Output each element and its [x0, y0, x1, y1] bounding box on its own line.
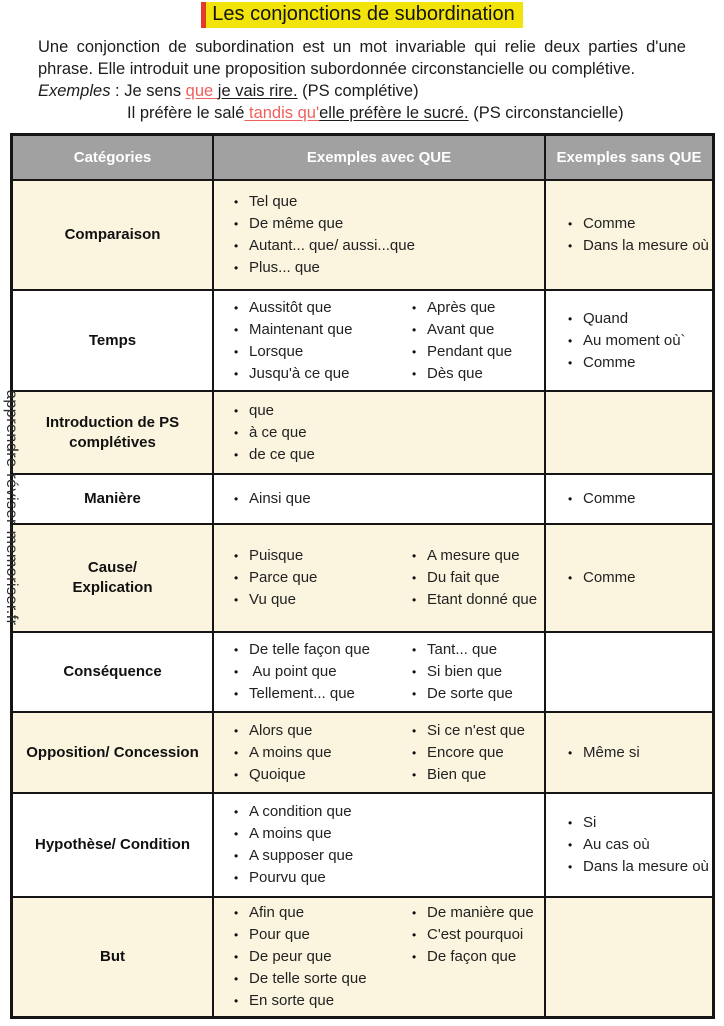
bullet-icon: • — [234, 261, 239, 275]
examples-label: Exemples — [38, 82, 111, 100]
bullet-icon: • — [234, 972, 239, 986]
bullet-icon: • — [412, 928, 417, 942]
list-item-label: A condition que — [249, 803, 352, 820]
list-item-label: Vu que — [249, 591, 296, 608]
list-item — [568, 235, 710, 257]
bullet-icon: • — [568, 217, 573, 231]
list-item — [234, 845, 540, 867]
with-que-columns — [234, 639, 540, 705]
table.rows.0.sans_que — [568, 213, 710, 257]
bullet-icon: • — [568, 838, 573, 852]
table-row — [13, 289, 712, 390]
list-item — [234, 567, 412, 589]
bullet-icon: • — [234, 593, 239, 607]
list-item-label: que — [249, 401, 275, 419]
category-label: Conséquence — [63, 663, 162, 680]
list-item — [234, 213, 540, 235]
examples-sans-que-cell — [544, 181, 712, 289]
list-item — [234, 191, 540, 213]
list-item-label: à ce que — [249, 423, 307, 441]
table.rows.2.que_col_a — [234, 400, 540, 466]
watermark-site-text: apprendre-réviser-memoriser.fr — [3, 390, 20, 626]
list-item-label: Quoique — [249, 765, 306, 783]
examples-sans-que-cell — [544, 475, 712, 523]
bullet-icon: • — [234, 928, 239, 942]
list-item-label: Dans la mesure où — [583, 858, 709, 875]
list-item — [412, 567, 540, 589]
list-item — [568, 213, 710, 235]
bullet-icon: • — [568, 860, 573, 874]
list-item-label: Tel que — [249, 193, 298, 210]
list-item-label: Comme — [583, 490, 636, 507]
bullet-icon: • — [234, 492, 239, 506]
examples-sans-que-cell — [544, 392, 712, 473]
list-item — [234, 720, 412, 742]
bullet-icon: • — [412, 723, 417, 738]
list-item — [568, 812, 710, 834]
list-item — [234, 297, 412, 319]
list-item — [568, 352, 710, 374]
table-row — [13, 390, 712, 473]
list-item — [234, 235, 540, 257]
conjunctions-table — [10, 133, 715, 1019]
list-item-label: Encore que — [427, 743, 504, 761]
bullet-icon: • — [412, 549, 417, 563]
table.rows.8.que_col_b — [412, 902, 540, 968]
list-item — [234, 639, 412, 661]
list-item-label: De peur que — [249, 948, 332, 965]
list-item — [234, 823, 540, 845]
list-item-label: de ce que — [249, 445, 315, 463]
intro-paragraph: Une conjonction de subordination est un mot invariable qui relie deux parties d'une phrase. Elle introduit une proposition subordonnée circonstancielle ou complétive. — [38, 38, 686, 78]
page — [0, 2, 724, 1026]
category-label: Manière — [84, 490, 141, 507]
table.rows.0.que_col_a — [234, 191, 540, 279]
table.rows.3.sans_que — [568, 488, 710, 510]
list-item — [412, 545, 540, 567]
category-cell — [13, 291, 212, 390]
bullet-icon: • — [412, 665, 417, 679]
example-line-1 — [38, 80, 686, 102]
list-item-label: Dans la mesure où — [583, 237, 709, 254]
bullet-icon: • — [412, 322, 417, 337]
bullet-icon: • — [234, 447, 239, 462]
bullet-icon: • — [412, 571, 417, 585]
table.rows.6.que_col_b — [412, 720, 540, 786]
list-item-label: De telle sorte que — [249, 970, 367, 987]
examples-sans-que-cell — [544, 794, 712, 896]
list-item — [234, 764, 412, 786]
category-cell — [13, 525, 212, 631]
bullet-icon: • — [234, 217, 239, 231]
bullet-icon: • — [412, 950, 417, 964]
header-cell — [544, 136, 712, 179]
with-que-columns — [234, 545, 540, 611]
example1-post: (PS complétive) — [297, 82, 419, 100]
list-item — [568, 488, 710, 510]
list-item-label: Lorsque — [249, 342, 304, 360]
list-item-label: Comme — [583, 215, 636, 232]
category-label: Temps — [88, 331, 137, 349]
with-que-columns — [234, 400, 540, 466]
list-item — [412, 639, 540, 661]
title-bar — [0, 2, 724, 28]
examples-with-que-cell — [212, 794, 544, 896]
list-item — [234, 924, 412, 946]
examples-sans-que-cell — [544, 633, 712, 711]
list-item — [234, 400, 540, 422]
table-header-row — [13, 136, 712, 179]
bullet-icon: • — [234, 871, 239, 885]
category-cell — [13, 181, 212, 289]
with-que-columns — [234, 902, 540, 1012]
bullet-icon: • — [234, 723, 239, 738]
table-row — [13, 473, 712, 523]
list-item-label: De sorte que — [427, 685, 513, 702]
bullet-icon: • — [234, 805, 239, 819]
list-item — [234, 363, 412, 385]
example1-pre: : Je sens — [110, 82, 186, 100]
header-cell-label: Exemples sans QUE — [556, 149, 702, 166]
bullet-icon: • — [234, 300, 239, 315]
bullet-icon: • — [412, 745, 417, 760]
list-item — [234, 488, 540, 510]
example2-red: tandis qu' — [244, 104, 320, 122]
list-item-label: Même si — [583, 743, 640, 761]
examples-with-que-cell — [212, 392, 544, 473]
category-cell — [13, 713, 212, 792]
list-item-label: Avant que — [427, 320, 495, 338]
list-item — [234, 341, 412, 363]
list-item-label: C'est pourquoi — [427, 926, 524, 943]
header-cell-label: Catégories — [73, 149, 152, 166]
category-cell — [13, 475, 212, 523]
list-item — [412, 661, 540, 683]
with-que-columns — [234, 801, 540, 889]
category-label: Introduction de PS — [45, 413, 180, 431]
list-item-label: Puisque — [249, 547, 304, 564]
list-item-label: Tant... que — [427, 641, 498, 658]
table-row — [13, 631, 712, 711]
list-item-label: Ainsi que — [249, 490, 311, 507]
bullet-icon: • — [234, 849, 239, 863]
bullet-icon: • — [234, 906, 239, 920]
bullet-icon: • — [412, 593, 417, 607]
list-item-label: En sorte que — [249, 992, 335, 1009]
list-item-label: Parce que — [249, 569, 318, 586]
bullet-icon: • — [234, 643, 239, 657]
table.rows.7.que_col_a — [234, 801, 540, 889]
table-row — [13, 523, 712, 631]
table.rows.5.que_col_a — [234, 639, 412, 705]
list-item-label: Au point que — [249, 663, 337, 680]
bullet-icon: • — [234, 745, 239, 760]
category-cell — [13, 633, 212, 711]
list-item-label: Aussitôt que — [249, 298, 332, 316]
bullet-icon: • — [234, 239, 239, 253]
bullet-icon: • — [234, 549, 239, 563]
table.rows.1.que_col_b — [412, 297, 540, 385]
category-label: Explication — [72, 579, 153, 596]
category-label: Cause/ — [87, 559, 138, 576]
bullet-icon: • — [234, 665, 239, 679]
list-item — [412, 589, 540, 611]
list-item-label: A mesure que — [427, 547, 520, 564]
list-item — [412, 319, 540, 341]
list-item — [412, 924, 540, 946]
table-row — [13, 792, 712, 896]
example2-underlined: elle préfère le sucré. — [319, 104, 469, 122]
examples-with-que-cell — [212, 713, 544, 792]
list-item-label: A supposer que — [249, 847, 354, 864]
list-item-label: Si ce n'est que — [427, 721, 525, 739]
bullet-icon: • — [234, 950, 239, 964]
examples-sans-que-cell — [544, 898, 712, 1016]
table.rows.1.sans_que — [568, 308, 710, 374]
examples-with-que-cell — [212, 291, 544, 390]
list-item — [412, 720, 540, 742]
bullet-icon: • — [234, 994, 239, 1008]
bullet-icon: • — [568, 492, 573, 506]
list-item-label: Tellement... que — [249, 685, 355, 702]
bullet-icon: • — [568, 355, 573, 370]
example-line-2 — [127, 102, 686, 124]
bullet-icon: • — [568, 816, 573, 830]
list-item-label: Si — [583, 814, 597, 831]
list-item-label: A moins que — [249, 825, 332, 842]
table-row — [13, 896, 712, 1016]
table.rows.6.que_col_a — [234, 720, 412, 786]
category-label: complétives — [69, 433, 156, 451]
list-item — [234, 589, 412, 611]
bullet-icon: • — [568, 311, 573, 326]
list-item — [568, 567, 710, 589]
list-item-label: Etant donné que — [427, 591, 538, 608]
list-item-label: Comme — [583, 353, 636, 371]
examples-with-que-cell — [212, 898, 544, 1016]
bullet-icon: • — [234, 571, 239, 585]
bullet-icon: • — [234, 195, 239, 209]
category-label: Comparaison — [64, 226, 161, 243]
header-cell — [13, 136, 212, 179]
with-que-columns — [234, 720, 540, 786]
list-item — [568, 330, 710, 352]
examples-with-que-cell — [212, 633, 544, 711]
list-item — [568, 834, 710, 856]
example2-post: (PS circonstancielle) — [468, 104, 624, 122]
list-item — [234, 968, 412, 990]
list-item — [412, 297, 540, 319]
bullet-icon: • — [568, 239, 573, 253]
page-title: Les conjonctions de subordination — [201, 2, 522, 28]
list-item — [234, 867, 540, 889]
examples-sans-que-cell — [544, 291, 712, 390]
bullet-icon: • — [568, 333, 573, 348]
list-item-label: Quand — [583, 309, 629, 327]
list-item — [234, 257, 540, 279]
bullet-icon: • — [412, 687, 417, 701]
bullet-icon: • — [234, 425, 239, 440]
bullet-icon: • — [412, 344, 417, 359]
list-item — [412, 764, 540, 786]
list-item — [412, 363, 540, 385]
list-item-label: Au cas où — [583, 836, 650, 853]
list-item-label: Bien que — [427, 765, 487, 783]
table-row — [13, 179, 712, 289]
bullet-icon: • — [234, 827, 239, 841]
example2-pre: Il préfère le salé — [127, 104, 245, 122]
list-item-label: Plus... que — [249, 259, 320, 276]
bullet-icon: • — [234, 687, 239, 701]
table.rows.8.que_col_a — [234, 902, 412, 1012]
list-item — [234, 902, 412, 924]
list-item-label: De façon que — [427, 948, 517, 965]
list-item — [234, 683, 412, 705]
bullet-icon: • — [234, 344, 239, 359]
examples-sans-que-cell — [544, 713, 712, 792]
list-item — [412, 902, 540, 924]
list-item — [412, 946, 540, 968]
example1-underlined: je vais rire. — [217, 82, 298, 100]
table.rows.6.sans_que — [568, 742, 710, 764]
bullet-icon: • — [568, 571, 573, 585]
intro-block — [38, 36, 686, 124]
list-item — [234, 946, 412, 968]
bullet-icon: • — [412, 300, 417, 315]
table-row — [13, 711, 712, 792]
list-item-label: Afin que — [249, 904, 305, 921]
list-item-label: Pendant que — [427, 342, 513, 360]
bullet-icon: • — [412, 366, 417, 381]
examples-with-que-cell — [212, 475, 544, 523]
list-item-label: Alors que — [249, 721, 313, 739]
list-item — [412, 341, 540, 363]
category-cell — [13, 392, 212, 473]
list-item — [234, 801, 540, 823]
table.rows.5.que_col_b — [412, 639, 540, 705]
bullet-icon: • — [412, 643, 417, 657]
bullet-icon: • — [234, 767, 239, 782]
table.rows.4.que_col_b — [412, 545, 540, 611]
with-que-columns — [234, 297, 540, 385]
category-label: Hypothèse/ Condition — [35, 836, 190, 853]
list-item-label: De même que — [249, 215, 344, 232]
table.rows.7.sans_que — [568, 812, 710, 878]
header-cell-label: Exemples avec QUE — [306, 149, 452, 166]
list-item-label: Au moment où` — [583, 331, 686, 349]
examples-sans-que-cell — [544, 525, 712, 631]
list-item-label: Jusqu'à ce que — [249, 364, 350, 382]
category-label: Opposition/ Concession — [26, 743, 199, 761]
list-item — [568, 742, 710, 764]
list-item-label: Après que — [427, 298, 496, 316]
list-item — [234, 319, 412, 341]
list-item — [234, 422, 540, 444]
list-item — [234, 742, 412, 764]
bullet-icon: • — [234, 366, 239, 381]
category-cell — [13, 794, 212, 896]
list-item-label: Comme — [583, 569, 636, 586]
bullet-icon: • — [234, 403, 239, 418]
bullet-icon: • — [234, 322, 239, 337]
bullet-icon: • — [568, 745, 573, 760]
list-item-label: Pourvu que — [249, 869, 326, 886]
list-item — [234, 444, 540, 466]
with-que-columns — [234, 488, 540, 510]
list-item — [412, 742, 540, 764]
examples-with-que-cell — [212, 525, 544, 631]
list-item — [568, 856, 710, 878]
list-item-label: Maintenant que — [249, 320, 353, 338]
list-item-label: Dès que — [427, 364, 483, 382]
table.rows.4.sans_que — [568, 567, 710, 589]
header-cell — [212, 136, 544, 179]
category-cell — [13, 898, 212, 1016]
with-que-columns — [234, 191, 540, 279]
list-item-label: Autant... que/ aussi...que — [249, 237, 415, 254]
example1-red: que — [185, 82, 218, 100]
list-item-label: Du fait que — [427, 569, 500, 586]
list-item-label: De telle façon que — [249, 641, 370, 658]
table.rows.4.que_col_a — [234, 545, 412, 611]
bullet-icon: • — [412, 906, 417, 920]
list-item — [234, 990, 412, 1012]
category-label: But — [100, 948, 125, 965]
list-item — [234, 661, 412, 683]
list-item — [412, 683, 540, 705]
table.rows.3.que_col_a — [234, 488, 540, 510]
bullet-icon: • — [412, 767, 417, 782]
list-item — [568, 308, 710, 330]
table.rows.1.que_col_a — [234, 297, 412, 385]
list-item — [234, 545, 412, 567]
list-item-label: A moins que — [249, 743, 332, 761]
list-item-label: De manière que — [427, 904, 534, 921]
examples-with-que-cell — [212, 181, 544, 289]
list-item-label: Pour que — [249, 926, 310, 943]
list-item-label: Si bien que — [427, 663, 503, 680]
